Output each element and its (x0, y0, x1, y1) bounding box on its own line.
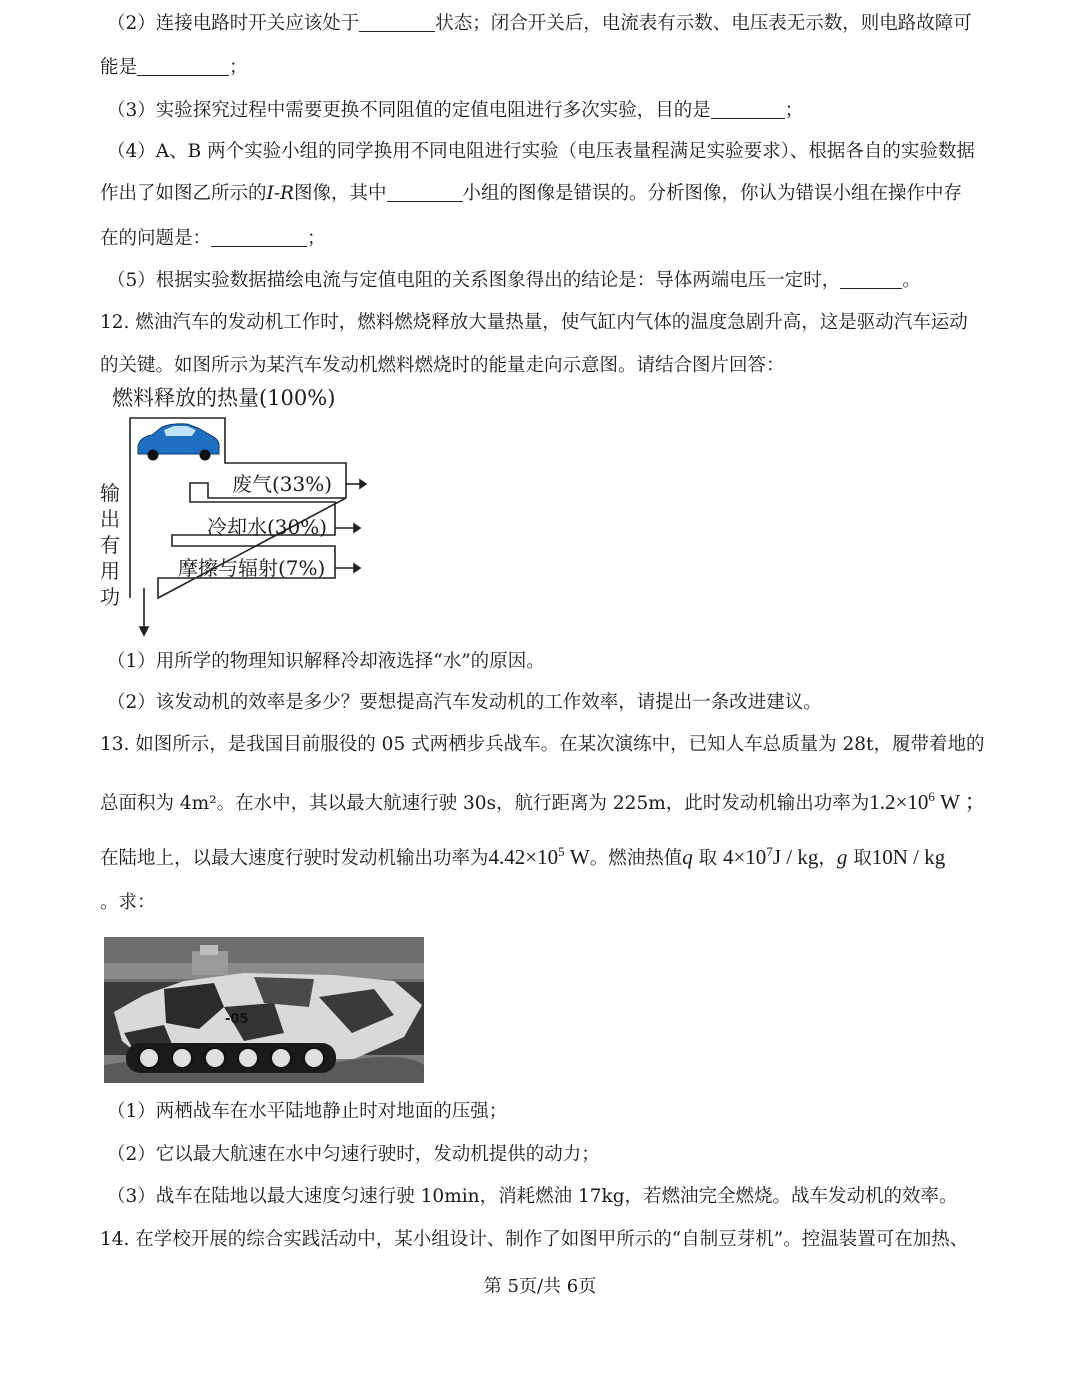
q13-sub2: （2）它以最大航速在水中匀速行驶时，发动机提供的动力； (107, 1144, 600, 1165)
svg-text:功: 功 (100, 585, 120, 609)
coolant-label: 冷却水(30%) (207, 515, 328, 539)
q11-part4-line2: 作出了如图乙所示的I-R图像，其中 小组的图像是错误的。分析图像，你认为错误小组在操作中存 (100, 183, 963, 204)
loss-arrows (335, 480, 366, 572)
svg-text:输: 输 (100, 481, 120, 505)
answer-blank[interactable] (840, 270, 902, 289)
q14-stem-line1: 14. 在学校开展的综合实践活动中，某小组设计、制作了如图甲所示的“自制豆芽机”。控温装置可在加热、 (100, 1229, 969, 1250)
q13-stem-line1: 13. 如图所示，是我国目前服役的 05 式两栖步兵战车。在某次演练中，已知人车总质量为 28t，履带着地的 (100, 734, 985, 755)
svg-text:出: 出 (100, 507, 120, 531)
energy-flow-diagram (92, 378, 392, 640)
friction-label: 摩擦与辐射(7%) (178, 556, 326, 580)
hull-number: -05 (225, 1012, 249, 1027)
useful-work-label (100, 481, 120, 609)
useful-work-arrow (140, 588, 148, 635)
svg-text:用: 用 (100, 559, 120, 583)
q11-part4-line1: （4）A、B 两个实验小组的同学换用不同电阻进行实验（电压表量程满足实验要求）、根据各自的实验数据 (107, 141, 975, 162)
power-water: $1.2\times 10^6$ W ； (869, 789, 986, 814)
car-icon (138, 424, 219, 461)
q13-stem-line2: 总面积为 4m²。在水中，其以最大航速行驶 30s，航行距离为 225m，此时发动机输出功率为$1.2\times 10^6$ W ； (100, 789, 986, 814)
q11-part4-line3: 在的问题是： ； (100, 228, 326, 249)
page-footer: 第 5页/共 6页 (483, 1276, 597, 1297)
q11-part2-line2: 能是 ； (100, 57, 248, 78)
q13-stem-line4: 。求： (100, 892, 156, 913)
power-land: $4.42\times 10^5$ W (488, 844, 590, 869)
q11-part5: （5）根据实验数据描绘电流与定值电阻的关系图象得出的结论是：导体两端电压一定时， 。 (107, 270, 921, 291)
q12-sub2: （2）该发动机的效率是多少？要想提高汽车发动机的工作效率，请提出一条改进建议。 (107, 692, 822, 713)
answer-blank[interactable] (387, 183, 463, 202)
exhaust-label: 废气(33%) (232, 472, 333, 496)
q11-part3: （3）实验探究过程中需要更换不同阻值的定值电阻进行多次实验，目的是 ； (107, 100, 804, 121)
q12-stem-line1: 12. 燃油汽车的发动机工作时，燃料燃烧释放大量热量，使气缸内气体的温度急剧升高，这是驱动汽车运动 (100, 312, 968, 333)
answer-blank[interactable] (137, 57, 229, 76)
q12-stem-line2: 的关键。如图所示为某汽车发动机燃料燃烧时的能量走向示意图。请结合图片回答： (100, 355, 785, 376)
q11-part2-line1: （2）连接电路时开关应该处于 状态；闭合开关后，电流表有示数、电压表无示数，则电路故障可 (107, 13, 972, 34)
fuel-heat-value: $4\times 10^7J$ / kg (722, 844, 819, 869)
amphibious-vehicle-photo (104, 937, 424, 1083)
q12-sub1: （1）用所学的物理知识解释冷却液选择“水”的原因。 (107, 651, 545, 672)
answer-blank[interactable] (711, 100, 785, 119)
q13-sub1: （1）两栖战车在水平陆地静止时对地面的压强； (107, 1101, 508, 1122)
answer-blank[interactable] (359, 13, 435, 32)
svg-text:有: 有 (100, 533, 120, 557)
answer-blank[interactable] (211, 228, 307, 247)
q13-stem-line3: 在陆地上，以最大速度行驶时发动机输出功率为$4.42\times 10^5$ W。燃油热值q 取 $4\times 10^7J$ / kg，g 取10N / kg (100, 844, 946, 869)
diagram-title: 燃料释放的热量(100%) (112, 386, 336, 410)
q13-sub3: （3）战车在陆地以最大速度匀速行驶 10min，消耗燃油 17kg，若燃油完全燃烧。战车发动机的效率。 (107, 1186, 958, 1207)
